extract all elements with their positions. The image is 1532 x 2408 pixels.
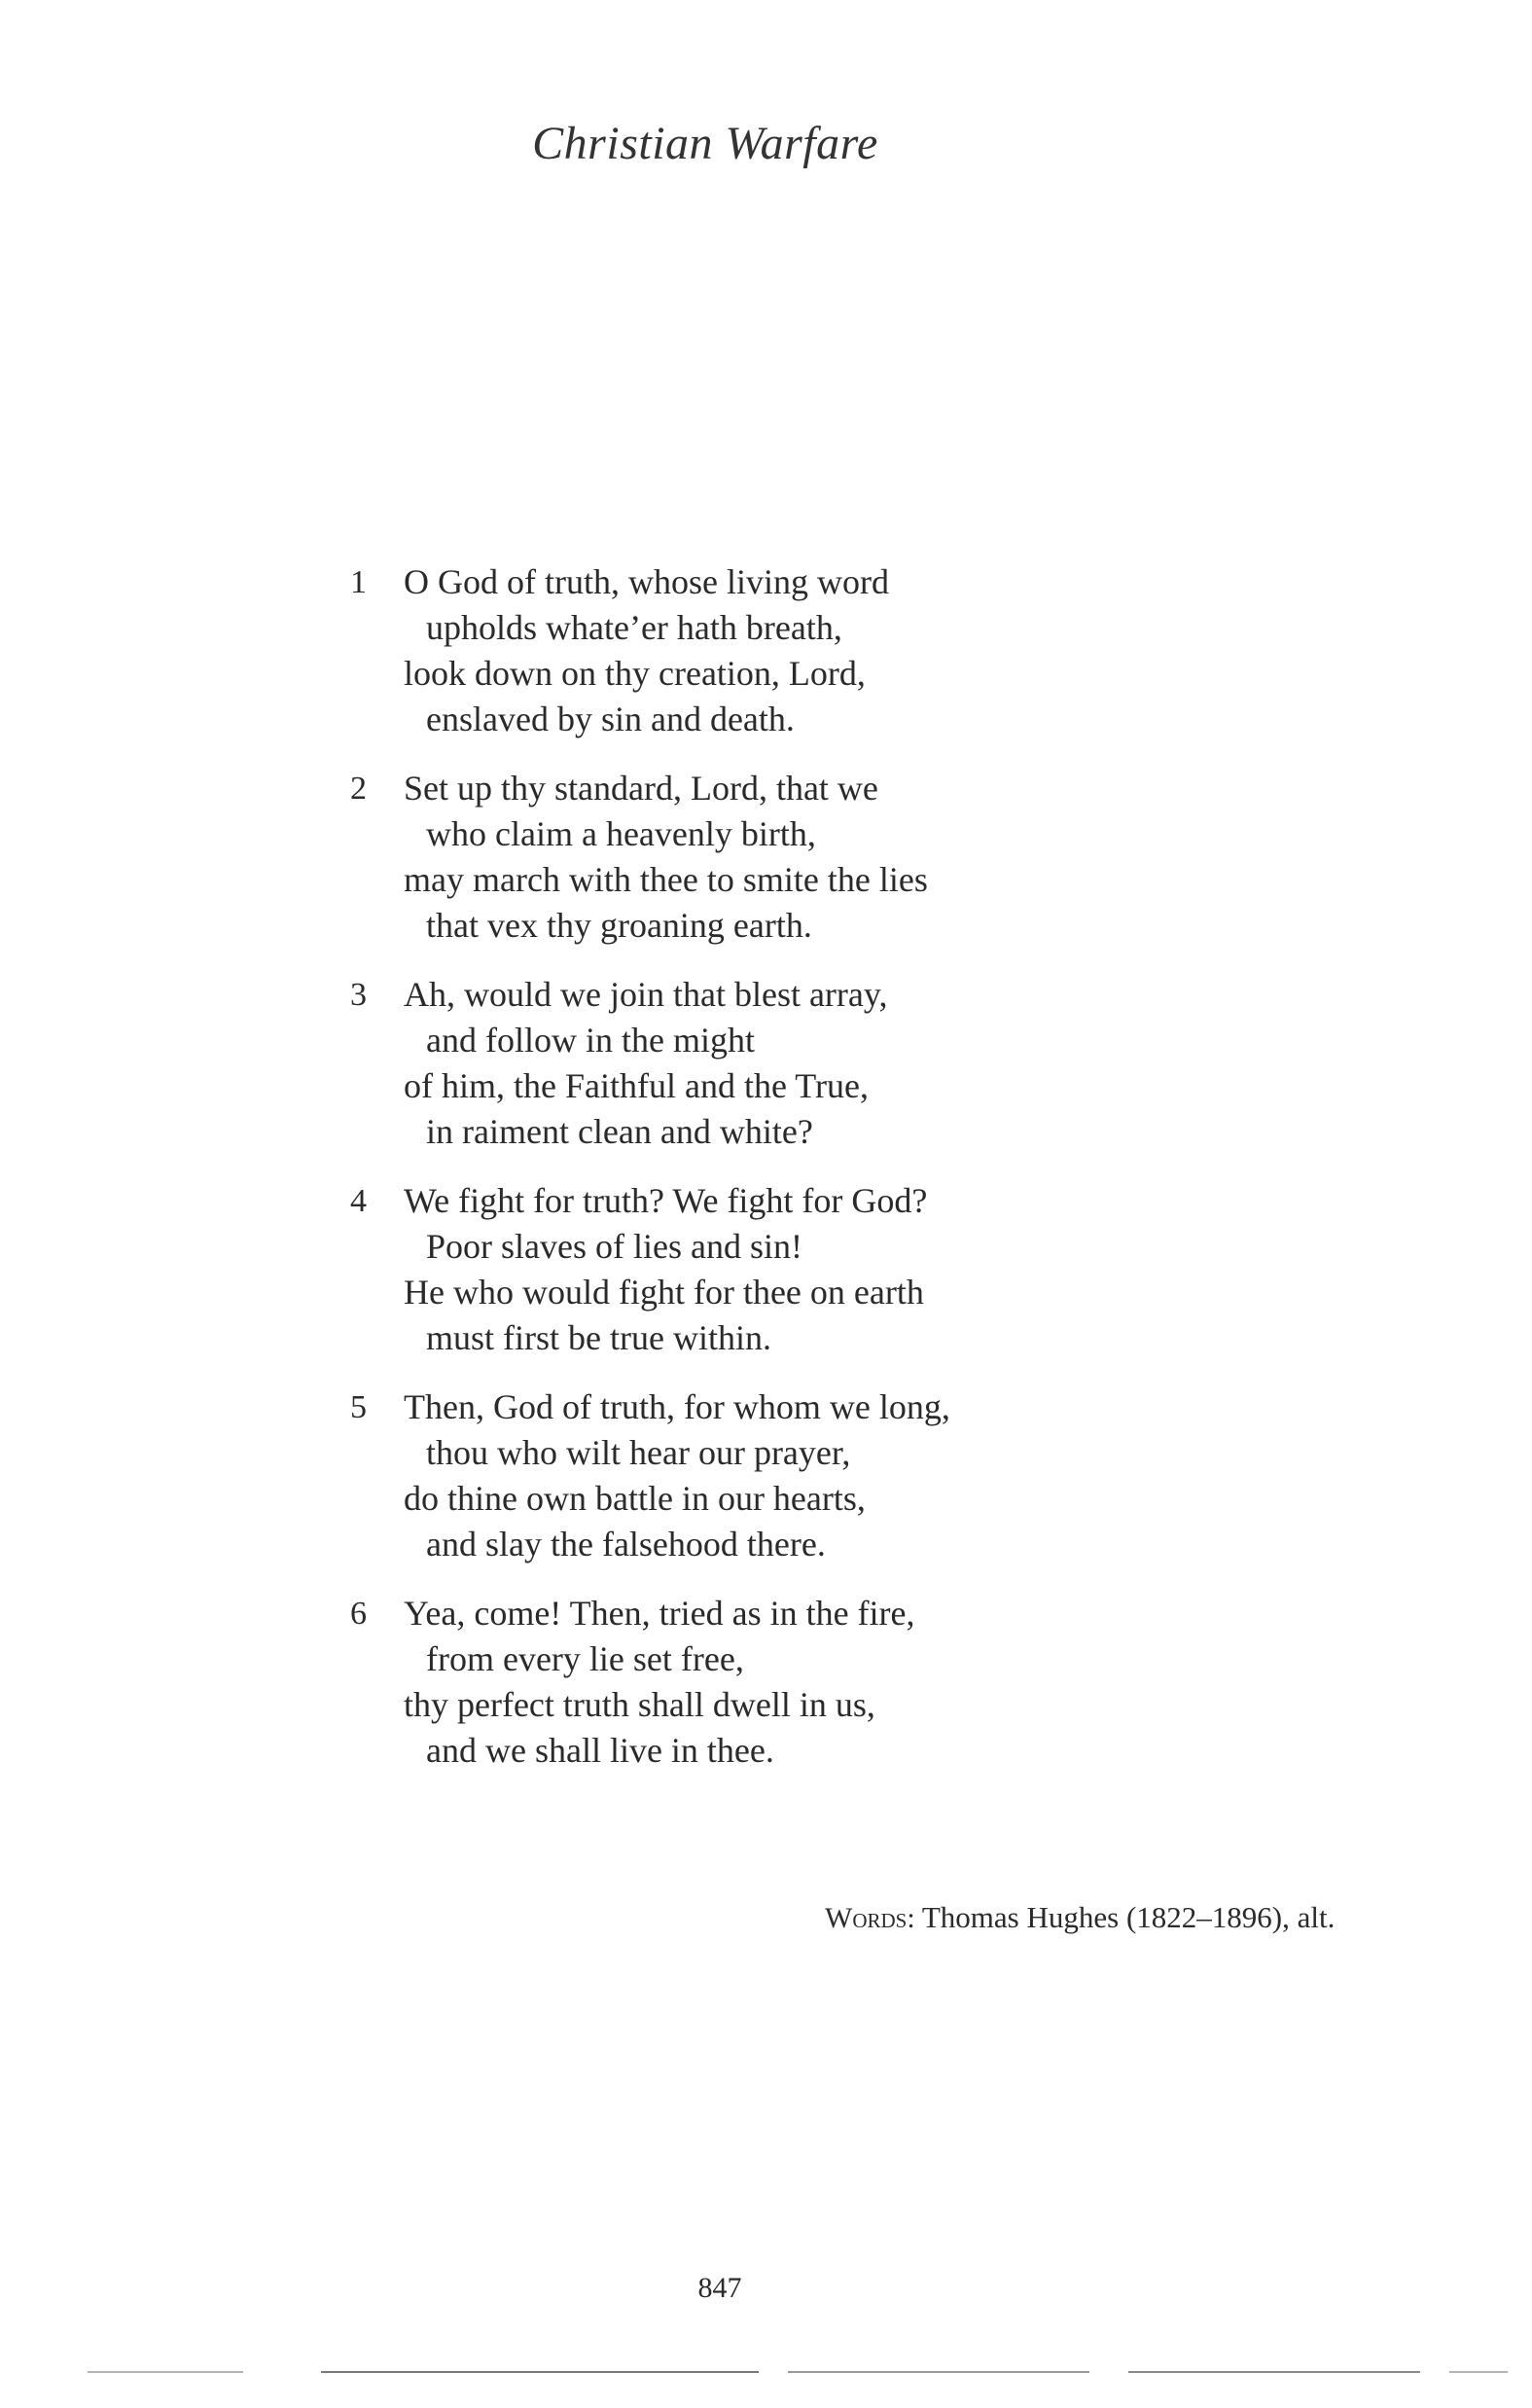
words-author: Thomas Hughes (1822–1896), alt. [921,1900,1336,1934]
stanza-line: look down on thy creation, Lord, [404,654,866,693]
stanza-line: must first be true within. [426,1318,771,1357]
hymn-text [350,559,1089,1797]
stanza [350,766,1089,949]
stanza-number: 5 [350,1389,367,1425]
stanza [350,1178,1089,1361]
stanza-line: and slay the falsehood there. [426,1525,826,1563]
page-title: Christian Warfare [532,118,878,169]
stanza-line: We fight for truth? We fight for God? [404,1181,928,1220]
stanza-line: may march with thee to smite the lies [404,860,928,899]
stanza-line: who claim a heavenly birth, [426,814,816,853]
footer-rule [1128,2371,1420,2373]
stanza-line: Yea, come! Then, tried as in the fire, [404,1594,915,1633]
stanza-line: enslaved by sin and death. [426,700,795,738]
stanza [350,559,1089,742]
footer-rule [321,2371,759,2373]
stanza-number: 6 [350,1596,367,1632]
stanza-line: upholds whate’er hath breath, [426,608,842,647]
stanza-line: that vex thy groaning earth. [426,906,812,945]
stanza-line: in raiment clean and white? [426,1112,813,1151]
stanza-line: Set up thy standard, Lord, that we [404,769,878,808]
stanza-number: 4 [350,1183,367,1219]
stanza-line: from every lie set free, [426,1639,744,1678]
stanza-number: 1 [350,564,367,600]
stanza-line: Poor slaves of lies and sin! [426,1227,802,1266]
footer-rule [88,2371,243,2373]
words-credit [825,1900,1335,1935]
stanza [350,972,1089,1155]
stanza-line: Ah, would we join that blest array, [404,975,888,1014]
stanza-line: He who would fight for thee on earth [404,1273,924,1312]
stanza-line: thou who wilt hear our prayer, [426,1433,851,1472]
stanza-line: of him, the Faithful and the True, [404,1066,869,1105]
words-label: Words: [825,1902,915,1934]
stanza-line: thy perfect truth shall dwell in us, [404,1685,875,1724]
stanza-number: 3 [350,977,367,1013]
stanza-line: and we shall live in thee. [426,1731,774,1770]
stanza-number: 2 [350,771,367,807]
footer-rule [1449,2371,1508,2373]
footer-rule [788,2371,1089,2373]
stanza-line: and follow in the might [426,1021,755,1060]
page-number: 847 [697,2272,742,2304]
stanza-line: Then, God of truth, for whom we long, [404,1387,950,1426]
stanza-line: do thine own battle in our hearts, [404,1479,866,1518]
stanza [350,1591,1089,1774]
stanza-line: O God of truth, whose living word [404,562,889,601]
stanza [350,1384,1089,1567]
